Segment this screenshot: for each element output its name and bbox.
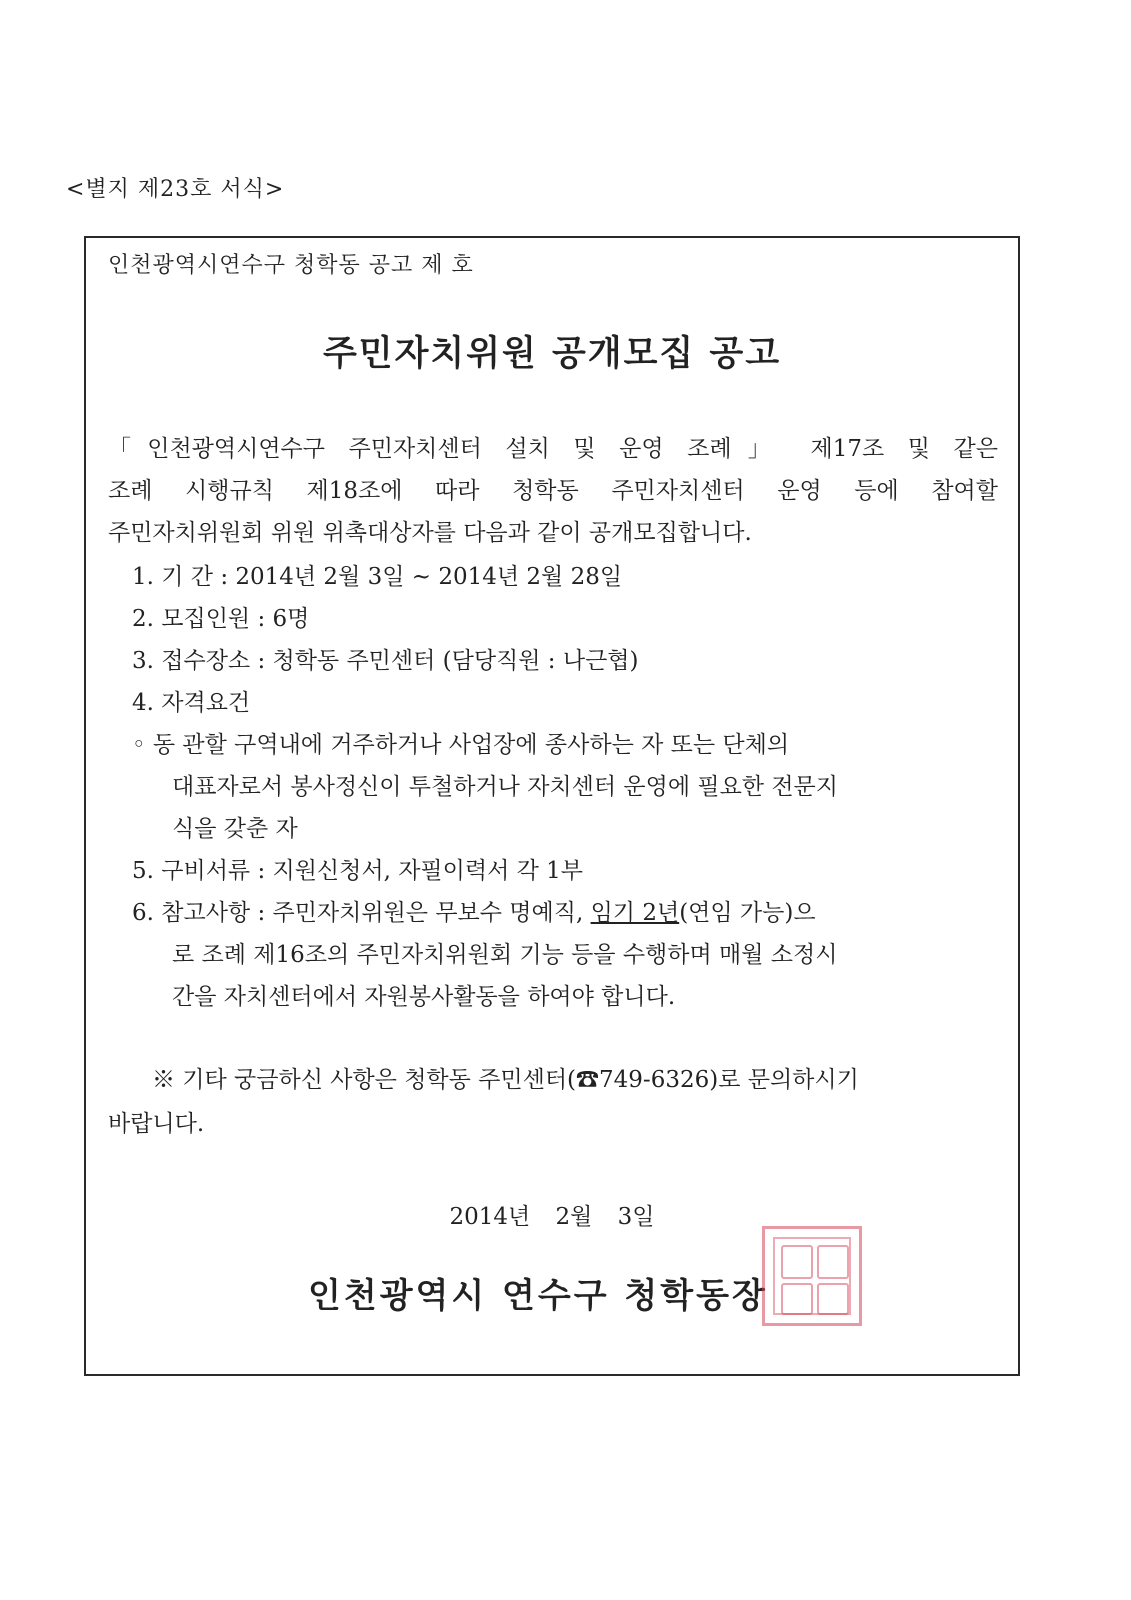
notes-term: 임기 2년 xyxy=(590,900,680,926)
notice-date: 2014년 2월 3일 xyxy=(449,1204,655,1230)
intro-line: 「인천광역시연수구 주민자치센터 설치 및 운영 조례」 제17조 및 같은 xyxy=(108,436,998,462)
form-label: <별지 제23호 서식> xyxy=(66,177,285,202)
qualification-line: 식을 갖춘 자 xyxy=(172,816,298,842)
item-recruit-count: 2. 모집인원 : 6명 xyxy=(132,606,310,632)
notice-frame xyxy=(84,236,1020,1376)
notice-title: 주민자치위원 공개모집 공고 xyxy=(322,333,782,374)
footnote-line: ※ 기타 궁금하신 사항은 청학동 주민센터(☎749-6326)로 문의하시기 xyxy=(152,1067,859,1093)
intro-line: 조례 시행규칙 제18조에 따라 청학동 주민자치센터 운영 등에 참여할 xyxy=(108,478,998,504)
notice-number: 인천광역시연수구 청학동 공고 제 호 xyxy=(108,253,474,278)
footnote xyxy=(108,1058,998,1146)
notes-prefix: 6. 참고사항 : 주민자치위원은 무보수 명예직, xyxy=(132,900,591,926)
official-seal-stamp xyxy=(762,1226,862,1326)
seal-glyph xyxy=(781,1283,813,1315)
notes-line: 로 조례 제16조의 주민자치위원회 기능 등을 수행하며 매월 소정시 xyxy=(172,942,838,968)
seal-glyph xyxy=(781,1245,813,1279)
item-location: 3. 접수장소 : 청학동 주민센터 (담당직원 : 나근협) xyxy=(132,648,639,674)
seal-glyph xyxy=(817,1283,849,1315)
qualification-line: 대표자로서 봉사정신이 투철하거나 자치센터 운영에 필요한 전문지 xyxy=(172,774,838,800)
notice-items xyxy=(132,556,998,1018)
footnote-line: 바랍니다. xyxy=(108,1111,205,1137)
qualification-line: ◦ 동 관할 구역내에 거주하거나 사업장에 종사하는 자 또는 단체의 xyxy=(132,732,790,758)
intro-line: 주민자치위원회 위원 위촉대상자를 다음과 같이 공개모집합니다. xyxy=(108,520,752,546)
item-notes xyxy=(132,892,998,934)
notes-line: 간을 자치센터에서 자원봉사활동을 하여야 합니다. xyxy=(172,984,676,1010)
item-qualification-heading: 4. 자격요건 xyxy=(132,690,251,716)
item-period: 1. 기 간 : 2014년 2월 3일 ~ 2014년 2월 28일 xyxy=(132,564,623,590)
issuer-name: 인천광역시 연수구 청학동장 xyxy=(308,1276,768,1316)
notes-suffix: (연임 가능)으 xyxy=(679,900,816,926)
seal-glyph xyxy=(817,1245,849,1279)
item-documents: 5. 구비서류 : 지원신청서, 자필이력서 각 1부 xyxy=(132,858,583,884)
intro-paragraph xyxy=(108,428,998,554)
